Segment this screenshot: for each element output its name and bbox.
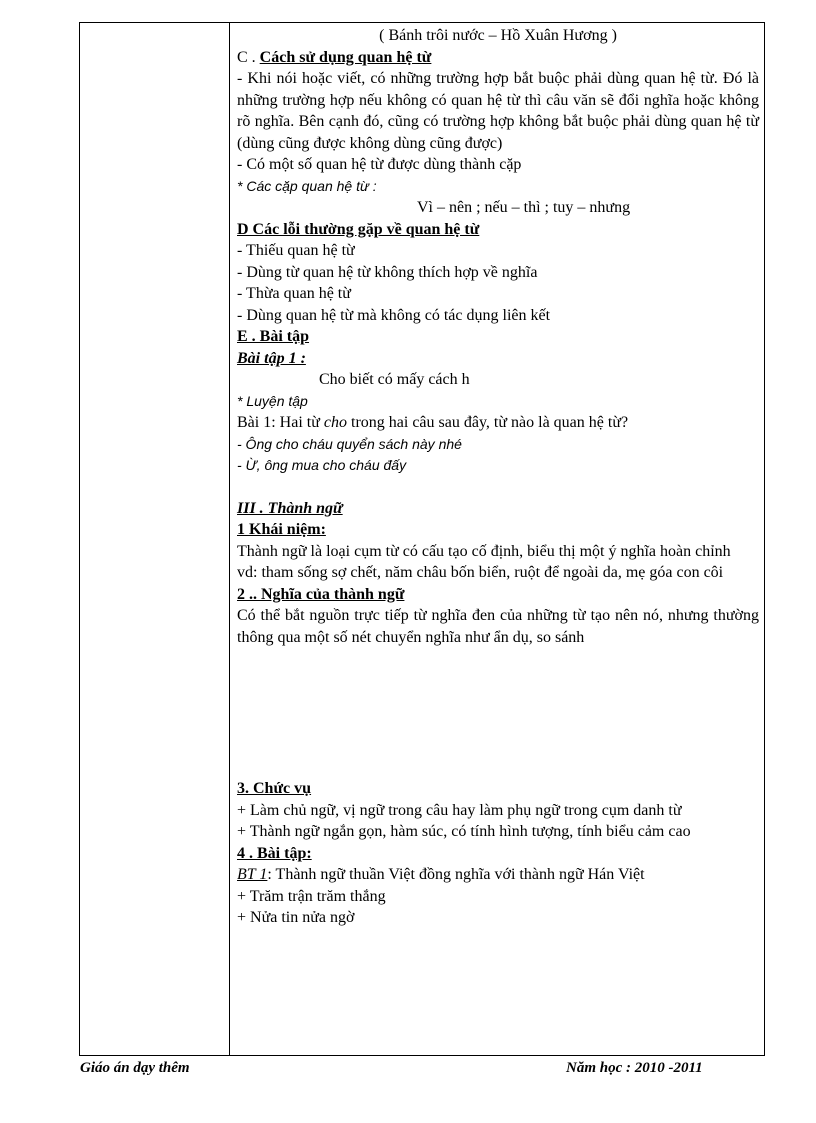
section-iii-title: III . Thành ngữ bbox=[237, 499, 343, 517]
question1 bbox=[237, 412, 759, 434]
concept-example: vd: tham sống sợ chết, năm châu bốn biển, ruột để ngoài da, mẹ góa con côi bbox=[237, 564, 724, 581]
lesson-table bbox=[79, 22, 765, 1056]
section-c-para1: - Khi nói hoặc viết, có những trường hợp bắt buộc phải dùng quan hệ từ. Đó là những trường hợp nếu không có quan hệ từ thì câu văn sẽ đổi nghĩa hoặc không rõ nghĩa. Bên cạnh đó, cũng có trường hợp không bắt buộc phải dùng quan hệ từ (dùng cũng được không dùng cũng được) bbox=[237, 70, 759, 152]
meaning-title: 2 .. Nghĩa của thành ngữ bbox=[237, 585, 405, 603]
section-d-title: D Các lỗi thường gặp về quan hệ từ bbox=[237, 220, 480, 238]
pairs-label: * Các cặp quan hệ từ : bbox=[237, 177, 377, 194]
concept-text: Thành ngữ là loại cụm từ có cấu tạo cố định, biểu thị một ý nghĩa hoàn chỉnh bbox=[237, 542, 731, 560]
exercise1-text: Cho biết có mấy cách h bbox=[319, 371, 470, 388]
section-d-item: - Thiếu quan hệ từ bbox=[237, 242, 355, 259]
function-item: + Làm chủ ngữ, vị ngữ trong câu hay làm phụ ngữ trong cụm danh từ bbox=[237, 801, 682, 819]
question1-word: cho bbox=[323, 414, 347, 431]
concept-title: 1 Khái niệm: bbox=[237, 521, 326, 538]
section-d-item: - Thừa quan hệ từ bbox=[237, 285, 351, 302]
question1-prefix: Bài 1: Hai từ bbox=[237, 414, 324, 431]
example-line: - Ông cho cháu quyển sách này nhé bbox=[237, 435, 462, 452]
blank-space bbox=[237, 648, 759, 778]
bt1-label: BT 1 bbox=[237, 866, 268, 883]
pairs-list: Vì – nên ; nếu – thì ; tuy – nhưng bbox=[417, 199, 631, 216]
function-title: 3. Chức vụ bbox=[237, 780, 312, 797]
bt1-item: + Nửa tin nửa ngờ bbox=[237, 909, 355, 926]
content-column bbox=[237, 25, 759, 929]
spacer bbox=[237, 477, 759, 498]
exercise-title: 4 . Bài tập: bbox=[237, 844, 312, 862]
footer-right: Năm học : 2010 -2011 bbox=[566, 1060, 703, 1076]
meaning-text: Có thể bắt nguồn trực tiếp từ nghĩa đen của những từ tạo nên nó, nhưng thường thông qua một số nét chuyển nghĩa như ẩn dụ, so sánh bbox=[237, 607, 759, 646]
source-line: ( Bánh trôi nước – Hồ Xuân Hương ) bbox=[379, 27, 617, 44]
bt1-text: : Thành ngữ thuần Việt đồng nghĩa với thành ngữ Hán Việt bbox=[267, 866, 645, 883]
section-c-prefix: C . bbox=[237, 48, 260, 66]
left-column bbox=[80, 23, 230, 1055]
practice-label: * Luyện tập bbox=[237, 392, 308, 409]
question1-suffix: trong hai câu sau đây, từ nào là quan hệ từ? bbox=[347, 414, 629, 431]
bt1-line bbox=[237, 864, 759, 886]
footer-left: Giáo án dạy thêm bbox=[80, 1060, 190, 1076]
section-d-item: - Dùng từ quan hệ từ không thích hợp về nghĩa bbox=[237, 263, 538, 281]
exercise1-title: Bài tập 1 : bbox=[237, 349, 306, 367]
section-d-item: - Dùng quan hệ từ mà không có tác dụng liên kết bbox=[237, 306, 551, 324]
function-item: + Thành ngữ ngắn gọn, hàm súc, có tính hình tượng, tính biểu cảm cao bbox=[237, 823, 691, 840]
section-c-heading bbox=[237, 47, 759, 69]
section-c-title: Cách sử dụng quan hệ từ bbox=[259, 48, 432, 66]
bt1-item: + Trăm trận trăm thắng bbox=[237, 887, 386, 905]
example-line: - Ừ, ông mua cho cháu đấy bbox=[237, 457, 407, 473]
section-e-title: E . Bài tập bbox=[237, 328, 310, 345]
section-c-para2: - Có một số quan hệ từ được dùng thành cặp bbox=[237, 156, 522, 173]
